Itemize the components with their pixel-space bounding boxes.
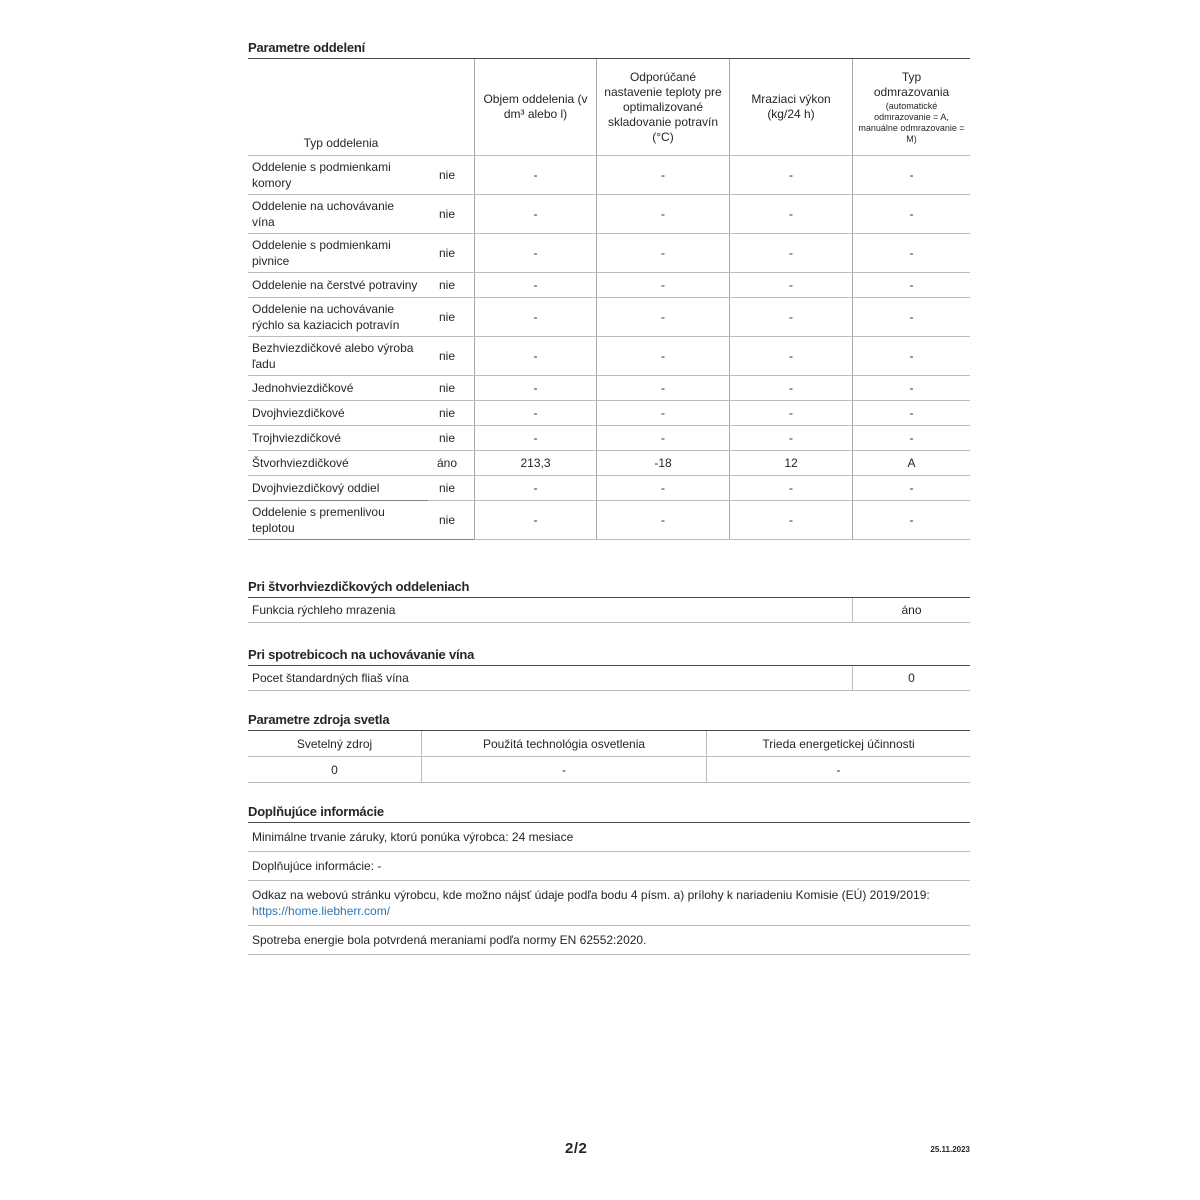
wine-bottles-label: Pocet štandardných fliaš vína — [252, 671, 409, 685]
table-row — [248, 426, 970, 451]
header-temperature: Odporúčané nastavenie teploty pre optimalizované skladovanie potravín (°C) — [596, 59, 729, 155]
capacity-value: - — [729, 273, 852, 297]
capacity-value: - — [729, 234, 852, 272]
compartment-type-label: Oddelenie na čerstvé potraviny — [252, 278, 418, 292]
light-table-values — [248, 757, 970, 783]
capacity-value: - — [729, 501, 852, 539]
light-col-efficiency: Trieda energetickej účinnosti — [706, 731, 970, 756]
volume-value: - — [474, 156, 596, 194]
divider — [248, 539, 474, 540]
compartment-present-value: nie — [438, 168, 455, 182]
table-row-four-star — [248, 451, 970, 476]
capacity-value: - — [729, 195, 852, 233]
header-defrost — [852, 59, 970, 155]
defrost-value: - — [852, 401, 970, 425]
defrost-value: - — [852, 234, 970, 272]
header-defrost-title: Typ odmrazovania — [873, 69, 950, 99]
light-col-source: Svetelný zdroj — [296, 736, 373, 751]
temperature-value: - — [596, 273, 729, 297]
capacity-value: - — [729, 376, 852, 400]
wine-section — [248, 647, 970, 691]
energy-norm-row: Spotreba energie bola potvrdená meraniami podľa normy EN 62552:2020. — [248, 926, 970, 955]
capacity-value: - — [729, 476, 852, 500]
capacity-value: 12 — [729, 451, 852, 475]
light-source-section — [248, 712, 970, 783]
compartment-present-value: áno — [436, 456, 458, 470]
compartment-present-value: nie — [438, 246, 455, 260]
additional-info-heading: Doplňujúce informácie — [248, 804, 970, 823]
compartment-present-value: nie — [438, 310, 455, 324]
light-source-value: 0 — [331, 762, 338, 777]
header-volume: Objem oddelenia (v dm³ alebo l) — [474, 59, 596, 155]
header-defrost-note: (automatické odmrazovanie = A, manuálne odmrazovanie = M) — [858, 100, 965, 144]
temperature-value: - — [596, 376, 729, 400]
compartment-present-value: nie — [438, 431, 455, 445]
light-table-header — [248, 731, 970, 757]
compartment-type-label: Jednohviezdičkové — [252, 381, 354, 395]
volume-value: - — [474, 501, 596, 539]
defrost-value: - — [852, 501, 970, 539]
table-row — [248, 195, 970, 234]
compartment-type-label: Dvojhviezdičkový oddiel — [252, 481, 380, 495]
defrost-value: - — [852, 195, 970, 233]
table-row — [248, 273, 970, 298]
defrost-value: A — [852, 451, 970, 475]
compartment-present-value: nie — [438, 278, 455, 292]
defrost-value: - — [852, 376, 970, 400]
temperature-value: - — [596, 195, 729, 233]
defrost-value: - — [852, 476, 970, 500]
temperature-value: - — [596, 298, 729, 336]
manufacturer-link-row — [248, 881, 970, 926]
volume-value: - — [474, 234, 596, 272]
compartment-type-label: Oddelenie s podmienkami pivnice — [252, 238, 391, 268]
footer-date: 25.11.2023 — [930, 1145, 970, 1154]
table-row — [248, 337, 970, 376]
compartment-type-label: Štvorhviezdičkové — [252, 456, 349, 470]
capacity-value: - — [729, 426, 852, 450]
compartment-type-label: Dvojhviezdičkové — [252, 406, 345, 420]
light-source-heading: Parametre zdroja svetla — [248, 712, 970, 731]
additional-info-row: Doplňujúce informácie: - — [248, 852, 970, 881]
table-row — [248, 156, 970, 195]
volume-value: - — [474, 298, 596, 336]
volume-value: - — [474, 195, 596, 233]
wine-heading: Pri spotrebicoch na uchovávanie vína — [248, 647, 970, 666]
table-row — [248, 234, 970, 273]
capacity-value: - — [729, 337, 852, 375]
volume-value: - — [474, 273, 596, 297]
capacity-value: - — [729, 156, 852, 194]
defrost-value: - — [852, 298, 970, 336]
four-star-heading: Pri štvorhviezdičkových oddeleniach — [248, 579, 970, 598]
volume-value: - — [474, 376, 596, 400]
four-star-section — [248, 579, 970, 623]
page-number: 2/2 — [565, 1140, 588, 1157]
volume-value: - — [474, 401, 596, 425]
additional-info-section — [248, 804, 970, 955]
compartment-present-value: nie — [438, 513, 455, 527]
wine-bottles-value: 0 — [852, 666, 970, 690]
capacity-value: - — [729, 401, 852, 425]
document-content — [248, 40, 970, 955]
compartment-type-label: Bezhviezdičkové alebo výroba ľadu — [252, 341, 414, 371]
table-row — [248, 376, 970, 401]
compartment-type-label: Oddelenie na uchovávanie rýchlo sa kaziacich potravín — [252, 302, 400, 332]
compartments-table-header — [248, 59, 970, 156]
table-row — [248, 476, 970, 501]
compartment-type-label: Oddelenie s premenlivou teplotou — [252, 505, 385, 535]
temperature-value: - — [596, 337, 729, 375]
table-row — [248, 598, 970, 623]
volume-value: 213,3 — [474, 451, 596, 475]
temperature-value: - — [596, 401, 729, 425]
compartment-type-label: Oddelenie na uchovávanie vína — [252, 199, 395, 229]
light-col-technology: Použitá technológia osvetlenia — [421, 731, 706, 756]
temperature-value: -18 — [596, 451, 729, 475]
defrost-value: - — [852, 426, 970, 450]
defrost-value: - — [852, 337, 970, 375]
temperature-value: - — [596, 476, 729, 500]
compartment-present-value: nie — [438, 207, 455, 221]
manufacturer-link-text: Odkaz na webovú stránku výrobcu, kde možno nájsť údaje podľa bodu 4 písm. a) prílohy k nariadeniu Komisie (EÚ) 2019/2019: — [252, 888, 930, 902]
volume-value: - — [474, 476, 596, 500]
table-row — [248, 401, 970, 426]
warranty-row: Minimálne trvanie záruky, ktorú ponúka výrobca: 24 mesiace — [248, 823, 970, 852]
compartment-present-value: nie — [438, 349, 455, 363]
table-row — [248, 666, 970, 691]
fast-freeze-value: áno — [852, 598, 970, 622]
compartment-type-label: Trojhviezdičkové — [252, 431, 341, 445]
volume-value: - — [474, 337, 596, 375]
light-efficiency-value: - — [706, 757, 970, 782]
manufacturer-link[interactable]: https://home.liebherr.com/ — [252, 904, 391, 918]
compartment-present-value: nie — [438, 406, 455, 420]
compartment-present-value: nie — [438, 381, 455, 395]
defrost-value: - — [852, 156, 970, 194]
temperature-value: - — [596, 234, 729, 272]
volume-value: - — [474, 426, 596, 450]
light-technology-value: - — [421, 757, 706, 782]
temperature-value: - — [596, 426, 729, 450]
temperature-value: - — [596, 156, 729, 194]
header-capacity: Mraziaci výkon (kg/24 h) — [729, 59, 852, 155]
table-row — [248, 501, 970, 540]
table-row — [248, 298, 970, 337]
compartments-table — [248, 59, 970, 540]
fast-freeze-label: Funkcia rýchleho mrazenia — [252, 603, 396, 617]
header-type: Typ oddelenia — [303, 136, 379, 150]
compartment-type-label: Oddelenie s podmienkami komory — [252, 160, 391, 190]
capacity-value: - — [729, 298, 852, 336]
defrost-value: - — [852, 273, 970, 297]
compartments-section-title: Parametre oddelení — [248, 40, 970, 59]
temperature-value: - — [596, 501, 729, 539]
compartment-present-value: nie — [438, 481, 455, 495]
